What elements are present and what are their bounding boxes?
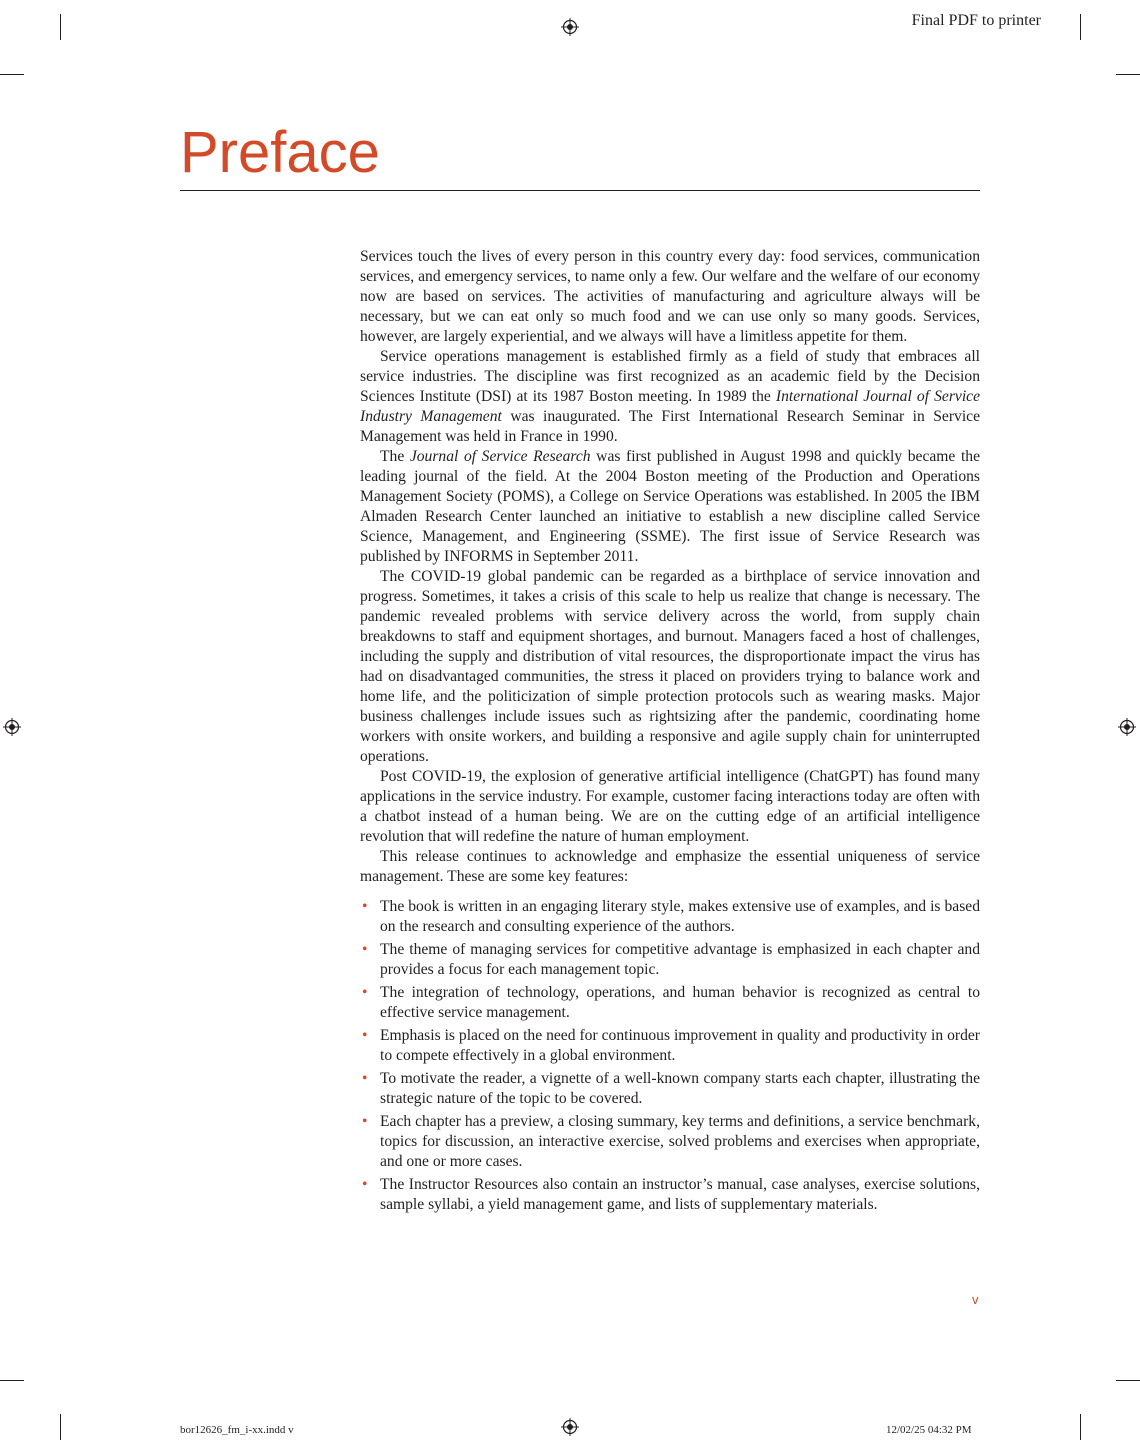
list-item-text: Emphasis is placed on the need for continuous improvement in quality and productivity in order to compete effectively in a global environment.: [380, 1027, 980, 1064]
crop-mark-top-left-horizontal: [0, 74, 24, 75]
list-item-text: To motivate the reader, a vignette of a well-known company starts each chapter, illustrating the strategic nature of the topic to be covered.: [380, 1070, 980, 1107]
crop-mark-bottom-right-horizontal: [1116, 1380, 1140, 1381]
bullet-icon: •: [362, 1070, 368, 1087]
registration-target-icon: [1118, 718, 1136, 736]
registration-target-icon: [3, 718, 21, 736]
list-item: [360, 897, 980, 937]
crop-mark-bottom-left-vertical: [60, 1414, 61, 1440]
paragraph: [360, 347, 980, 447]
list-item-text: The integration of technology, operations, and human behavior is recognized as central to effective service management.: [380, 984, 980, 1021]
printer-note: Final PDF to printer: [911, 12, 1041, 29]
list-item: [360, 1112, 980, 1172]
list-item: [360, 1026, 980, 1066]
key-features-list: [360, 897, 980, 1215]
journal-title: Journal of Service Research: [409, 448, 591, 465]
list-item: [360, 983, 980, 1023]
paragraph: Post COVID-19, the explosion of generative artificial intelligence (ChatGPT) has found many applications in the service industry. For example, customer facing interactions today are often with a chatbot instead of a human being. We are on the cutting edge of an artificial intelligence revolution that will redefine the nature of human employment.: [360, 768, 980, 845]
list-item-text: The book is written in an engaging literary style, makes extensive use of examples, and is based on the research and consulting experience of the authors.: [380, 898, 980, 935]
paragraph: The COVID-19 global pandemic can be regarded as a birthplace of service innovation and progress. Sometimes, it takes a crisis of this scale to help us realize that change is necessary. The pandemic revealed problems with service delivery across the world, from supply chain breakdowns to staff and equipment shortages, and burnout. Managers faced a host of challenges, including the supply and distribution of vital resources, the disproportionate impact the virus has had on disadvantaged communities, the stress it placed on providers trying to balance work and home life, and the politicization of simple protection protocols such as wearing masks. Major business challenges include issues such as rightsizing after the pandemic, coordinating home workers with onsite workers, and building a responsive and agile supply chain for uninterrupted operations.: [360, 568, 980, 765]
paragraph-text: The: [380, 448, 410, 465]
bullet-icon: •: [362, 984, 368, 1001]
crop-mark-top-right-vertical: [1080, 14, 1081, 40]
file-slug: bor12626_fm_i-xx.indd v: [180, 1424, 294, 1436]
paragraph: Services touch the lives of every person in this country every day: food services, communication services, and emergency services, to name only a few. Our welfare and the welfare of our economy now are based on services. The activities of manufacturing and agriculture always will be necessary, but we can eat only so much food and we can use only so many goods. Services, however, are largely experiential, and we always will have a limitless appetite for them.: [360, 248, 980, 345]
bullet-icon: •: [362, 1027, 368, 1044]
list-item: [360, 1175, 980, 1215]
list-item: [360, 940, 980, 980]
page-number: v: [972, 1292, 979, 1307]
list-item-text: Each chapter has a preview, a closing summary, key terms and definitions, a service benchmark, topics for discussion, an interactive exercise, solved problems and exercises when appropriate, and one or more cases.: [380, 1113, 980, 1170]
paragraph: [360, 447, 980, 567]
timestamp: 12/02/25 04:32 PM: [886, 1424, 972, 1436]
registration-target-icon: [561, 18, 579, 36]
crop-mark-bottom-right-vertical: [1080, 1414, 1081, 1440]
bullet-icon: •: [362, 898, 368, 915]
list-item-text: The Instructor Resources also contain an instructor’s manual, case analyses, exercise solutions, sample syllabi, a yield management game, and lists of supplementary materials.: [380, 1176, 980, 1213]
paragraph-text: Service operations management is established firmly as a field of study that embraces all service industries. The discipline was first recognized as an academic field by the Decision Sciences Institute (DSI) at its 1987 Boston meeting. In 1989 the: [360, 348, 980, 405]
paragraph-text: was first published in August 1998 and quickly became the leading journal of the field. At the 2004 Boston meeting of the Production and Operations Management Society (POMS), a College on Service Operations was established. In 2005 the IBM Almaden Research Center launched an initiative to establish a new discipline called Service Science, Management, and Engineering (SSME). The first issue of Service Research was published by INFORMS in September 2011.: [360, 448, 980, 565]
list-item: [360, 1069, 980, 1109]
list-item-text: The theme of managing services for competitive advantage is emphasized in each chapter and provides a focus for each management topic.: [380, 941, 980, 978]
paragraph: This release continues to acknowledge and emphasize the essential uniqueness of service management. These are some key features:: [360, 848, 980, 885]
page-title: Preface: [180, 120, 380, 185]
registration-target-icon: [561, 1418, 579, 1436]
crop-mark-top-left-vertical: [60, 14, 61, 40]
journal-title: International Journal of Service Industry Management: [360, 388, 980, 425]
body-text: [360, 247, 980, 1218]
crop-mark-bottom-left-horizontal: [0, 1380, 24, 1381]
bullet-icon: •: [362, 1176, 368, 1193]
bullet-icon: •: [362, 941, 368, 958]
paragraph-text: was inaugurated. The First International Research Seminar in Service Management was held in France in 1990.: [360, 408, 980, 445]
bullet-icon: •: [362, 1113, 368, 1130]
title-rule: [180, 190, 980, 191]
crop-mark-top-right-horizontal: [1116, 74, 1140, 75]
